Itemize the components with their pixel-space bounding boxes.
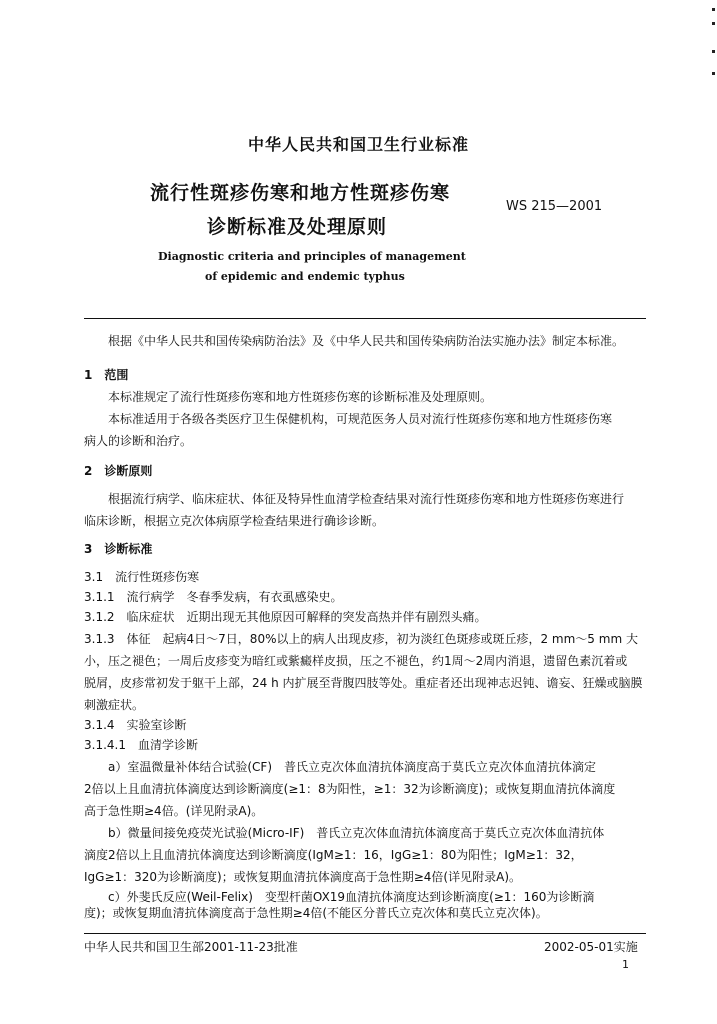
section-1-para-2: 本标准适用于各级各类医疗卫生保健机构，可规范医务人员对流行性斑疹伤寒和地方性斑疹伤寒 [108,412,613,426]
clause-3-1-3: 3.1.3 体征 起病4日～7日，80%以上的病人出现皮疹，初为淡红色斑疹或斑丘疹，2 mm～5 mm 大 [84,632,638,646]
item-c-line2: 度)；或恢复期血清抗体滴度高于急性期≥4倍(不能区分普氏立克次体和莫氏立克次体)。 [84,906,548,920]
standard-type-heading: 中华人民共和国卫生行业标准 [247,135,469,154]
clause-3-1-1: 3.1.1 流行病学 冬春季发病，有衣虱感染史。 [84,590,343,604]
english-title-line2: of epidemic and endemic typhus [205,270,405,283]
item-a-line2: 2倍以上且血清抗体滴度达到诊断滴度(≥1：8为阳性，≥1：32为诊断滴度)；或恢复期血清抗体滴度 [84,782,616,796]
clause-3-1-3-line4: 刺激症状。 [84,698,145,712]
scan-edge-marks [712,0,717,100]
item-c-line1: c）外斐氏反应(Weil-Felix) 变型杆菌OX19血清抗体滴度达到诊断滴度(≥1：160为诊断滴 [108,890,595,904]
english-title-line1: Diagnostic criteria and principles of management [158,250,466,263]
section-1-para-2-cont: 病人的诊断和治疗。 [84,434,193,448]
section-3-heading: 3 诊断标准 [84,542,153,556]
preface: 根据《中华人民共和国传染病防治法》及《中华人民共和国传染病防治法实施办法》制定本标准。 [108,334,625,348]
section-2-heading: 2 诊断原则 [84,464,153,478]
clause-3-1: 3.1 流行性斑疹伤寒 [84,570,200,584]
standard-code: WS 215—2001 [506,199,603,214]
section-2-para-1-cont: 临床诊断，根据立克次体病原学检查结果进行确诊诊断。 [84,514,385,528]
document-title-line1: 流行性斑疹伤寒和地方性斑疹伤寒 [150,182,451,204]
item-b-line1: b）微量间接免疫荧光试验(Micro-IF) 普氏立克次体血清抗体滴度高于莫氏立克次体血清抗体 [108,826,605,840]
clause-3-1-3-line2: 小，压之褪色；一周后皮疹变为暗红或紫癜样皮损，压之不褪色，约1周～2周内消退，遗留色素沉着或 [84,654,628,668]
implementation-date: 2002-05-01实施 [544,940,638,954]
section-1-para-1: 本标准规定了流行性斑疹伤寒和地方性斑疹伤寒的诊断标准及处理原则。 [108,390,493,404]
item-a-line1: a）室温微量补体结合试验(CF) 普氏立克次体血清抗体滴度高于莫氏立克次体血清抗体滴定 [108,760,597,774]
clause-3-1-2: 3.1.2 临床症状 近期出现无其他原因可解释的突发高热并伴有剧烈头痛。 [84,610,487,624]
section-1-heading: 1 范围 [84,368,129,382]
page-number: 1 [622,958,629,971]
footer-divider [84,933,646,934]
item-b-line3: IgG≥1：320为诊断滴度)；或恢复期血清抗体滴度高于急性期≥4倍(详见附录A)。 [84,870,521,884]
approval-note: 中华人民共和国卫生部2001-11-23批准 [84,940,298,954]
clause-3-1-4: 3.1.4 实验室诊断 [84,718,187,732]
clause-3-1-3-line3: 脱屑，皮疹常初发于躯干上部，24 h 内扩展至背腹四肢等处。重症者还出现神志迟钝、谵妄、狂燥或脑膜 [84,676,643,690]
section-2-para-1: 根据流行病学、临床症状、体征及特异性血清学检查结果对流行性斑疹伤寒和地方性斑疹伤寒进行 [108,492,625,506]
item-b-line2: 滴度2倍以上且血清抗体滴度达到诊断滴度(IgM≥1：16，IgG≥1：80为阳性；IgM≥1：32， [84,848,583,862]
document-title-line2: 诊断标准及处理原则 [207,216,388,238]
item-a-line3: 高于急性期≥4倍。(详见附录A)。 [84,804,264,818]
header-divider [84,318,646,319]
clause-3-1-4-1: 3.1.4.1 血清学诊断 [84,738,198,752]
